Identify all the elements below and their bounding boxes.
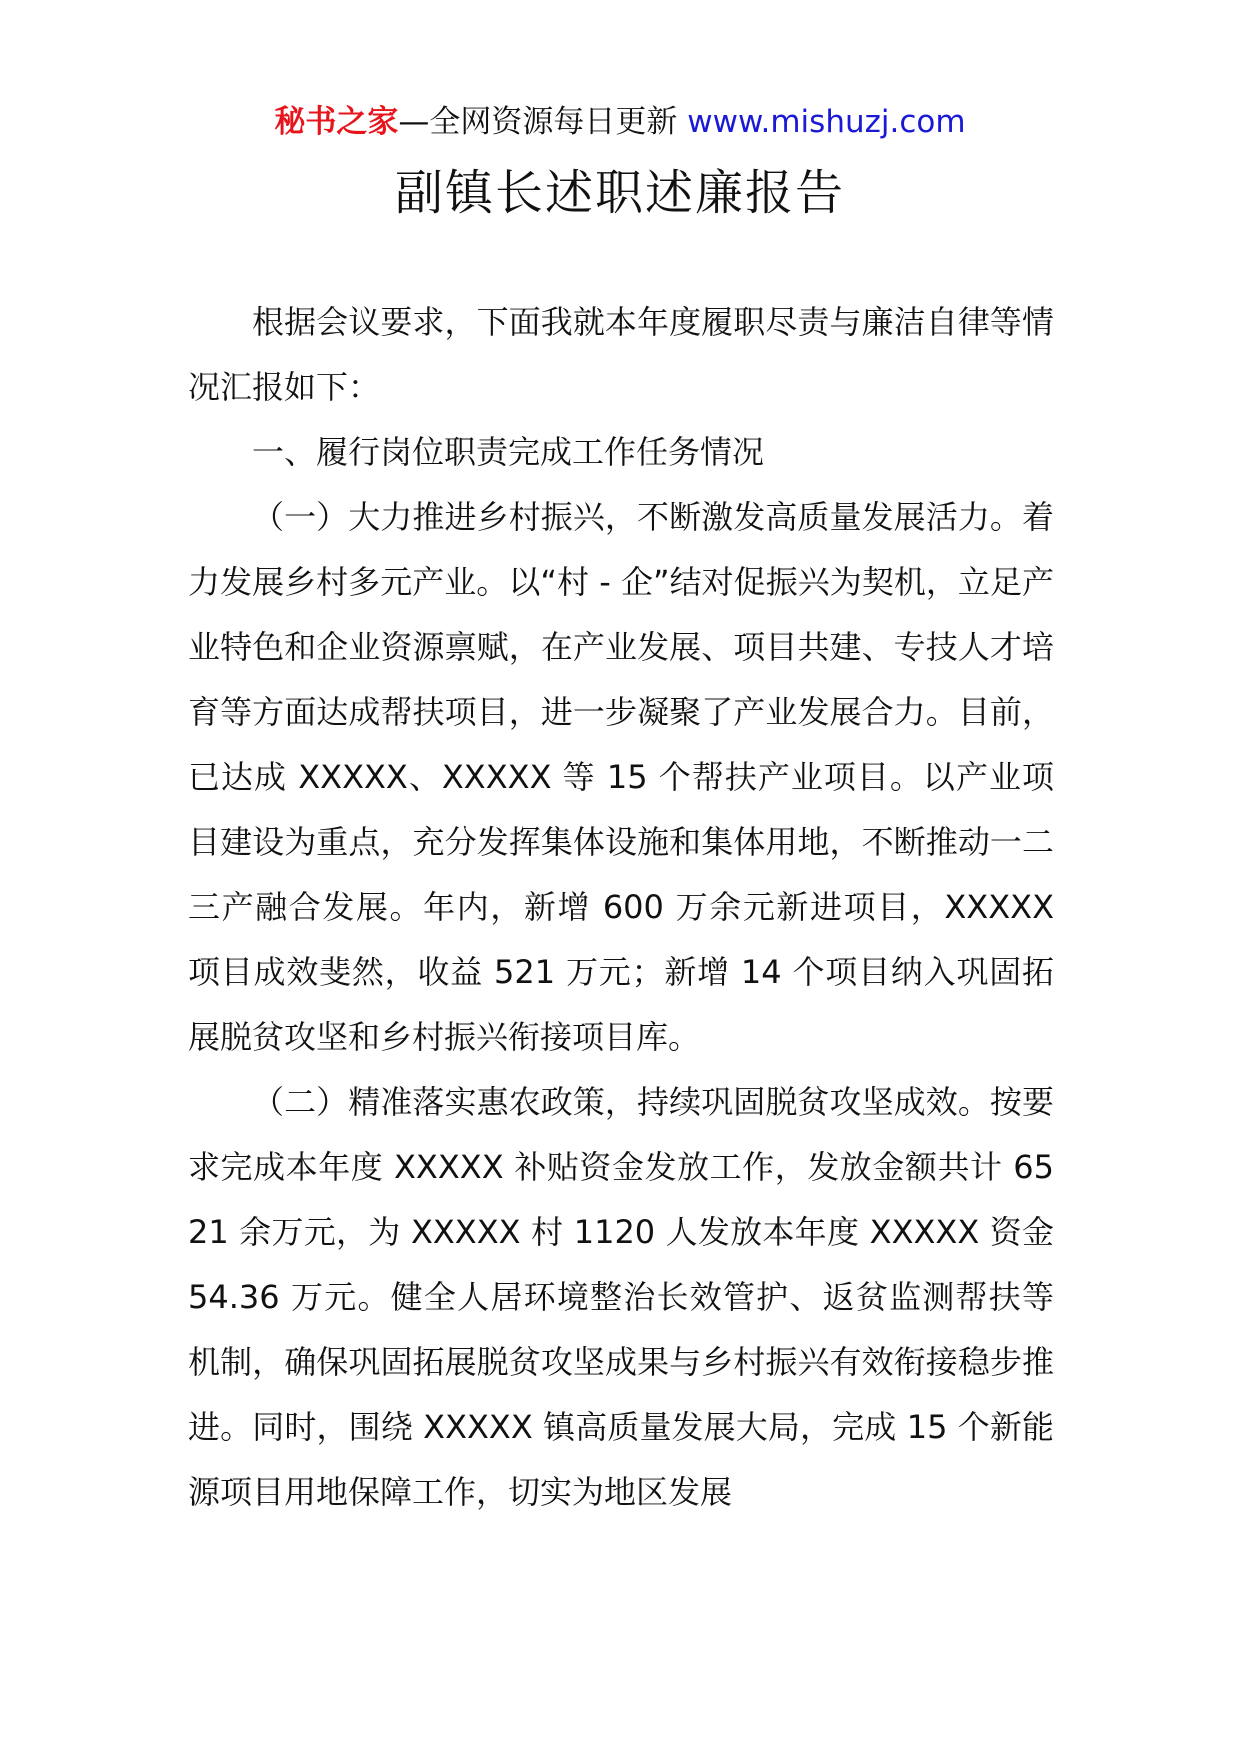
site-url-link[interactable]: www.mishuzj.com <box>687 104 966 140</box>
site-banner <box>0 100 1240 144</box>
body-paragraph-2: （二）精准落实惠农政策，持续巩固脱贫攻坚成效。按要求完成本年度 XXXXX 补贴资金发放工作，发放金额共计 6521 余万元，为 XXXXX 村 1120 人发放本年度 XXXXX 资金 54.36 万元。健全人居环境整治长效管护、返贫监测帮扶等机制，确保巩固拓展脱贫攻坚成果与乡村振兴有效衔接稳步推进。同时，围绕 XXXXX 镇高质量发展大局，完成 15 个新能源项目用地保障工作，切实为地区发展 <box>188 1083 1054 1511</box>
document-title: 副镇长述职述廉报告 <box>394 165 845 221</box>
document-body <box>188 290 1054 1525</box>
section-heading: 一、履行岗位职责完成工作任务情况 <box>252 433 765 471</box>
intro-paragraph: 根据会议要求，下面我就本年度履职尽责与廉洁自律等情况汇报如下： <box>188 303 1054 406</box>
brand-name: 秘书之家 <box>274 104 399 140</box>
body-paragraph-1: （一）大力推进乡村振兴，不断激发高质量发展活力。着力发展乡村多元产业。以“村 - 企”结对促振兴为契机，立足产业特色和企业资源禀赋，在产业发展、项目共建、专技人才培育等方面达成帮扶项目，进一步凝聚了产业发展合力。目前，已达成 XXXXX、XXXXX 等 15 个帮扶产业项目。以产业项目建设为重点，充分发挥集体设施和集体用地，不断推动一二三产融合发展。年内，新增 600 万余元新进项目，XXXXX 项目成效斐然，收益 521 万元；新增 14 个项目纳入巩固拓展脱贫攻坚和乡村振兴衔接项目库。 <box>188 498 1054 1056</box>
banner-tagline: —全网资源每日更新 <box>398 104 688 140</box>
